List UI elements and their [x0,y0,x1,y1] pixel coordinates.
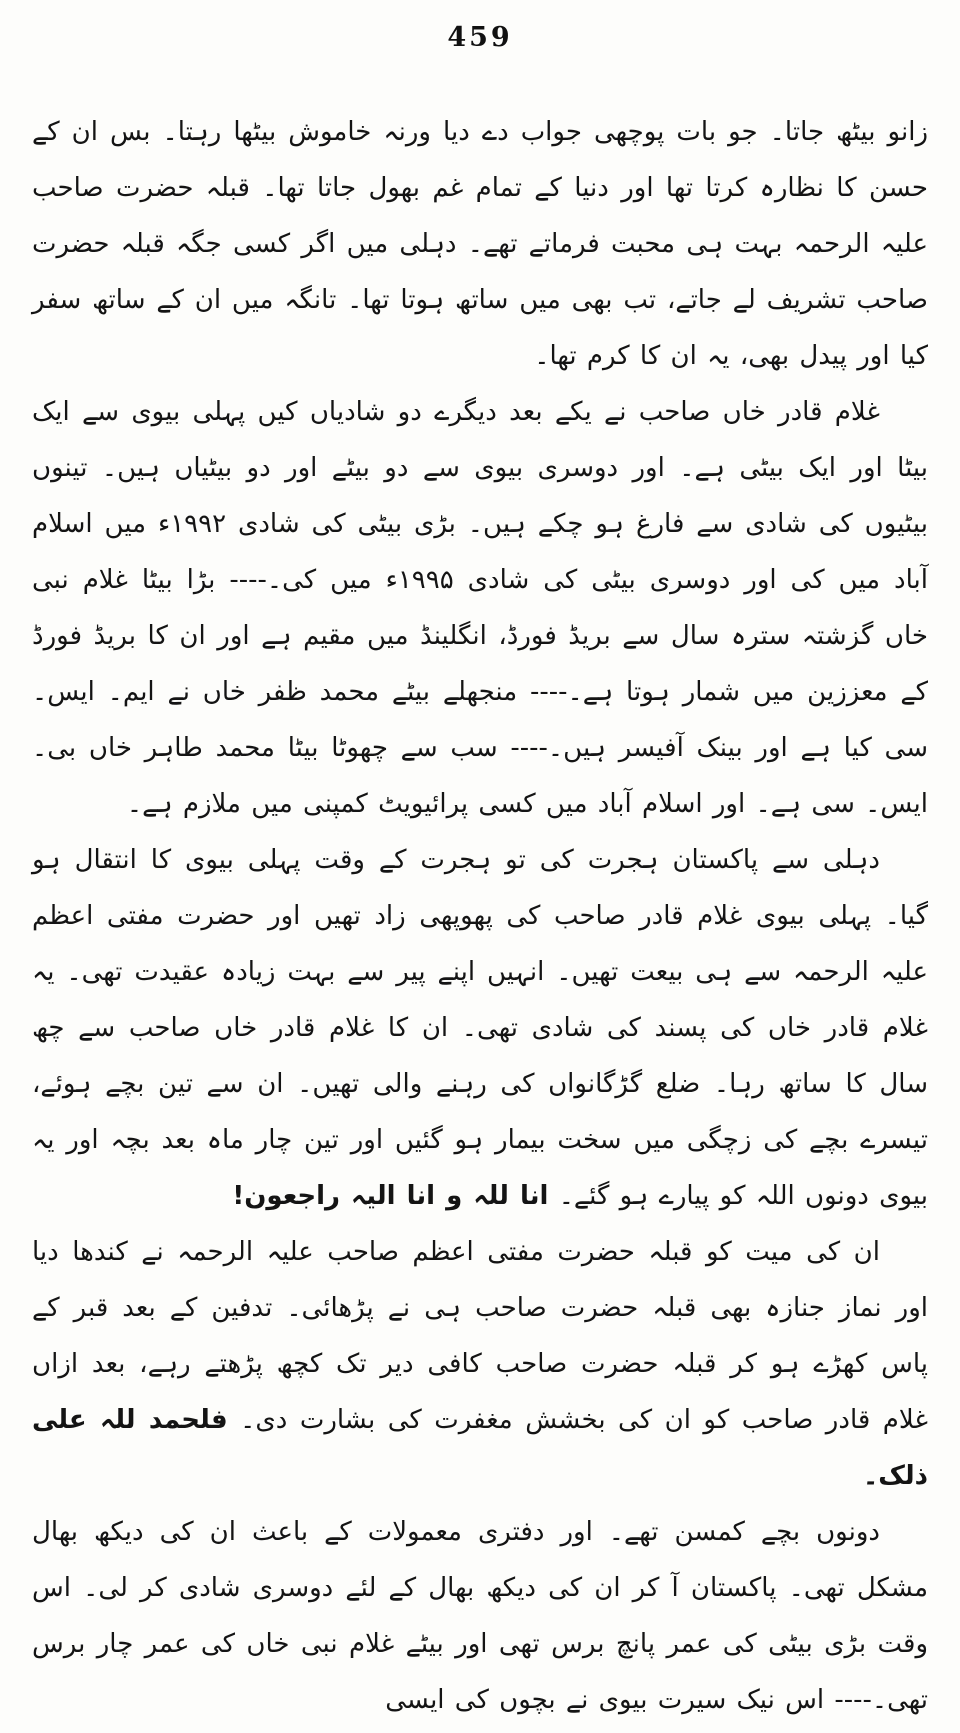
paragraph [32,1504,928,1728]
text-segment: غلام قادر خاں صاحب نے یکے بعد دیگرے دو شادیاں کیں پہلی بیوی سے ایک بیٹا اور ایک بیٹی ہے۔ اور دوسری بیوی سے دو بیٹے اور دو بیٹیاں ہیں۔ تینوں بیٹیوں کی شادی سے فارغ ہو چکے ہیں۔ بڑی بیٹی کی شادی ۱۹۹۲ء میں اسلام آباد میں کی اور دوسری بیٹی کی شادی ۱۹۹۵ء میں کی۔---- بڑا بیٹا غلام نبی خاں گزشتہ سترہ سال سے بریڈ فورڈ، انگلینڈ میں مقیم ہے اور ان کا بریڈ فورڈ کے معززین میں شمار ہوتا ہے۔---- منجھلے بیٹے محمد ظفر خاں نے ایم۔ ایس۔ سی کیا ہے اور بینک آفیسر ہیں۔---- سب سے چھوٹا بیٹا محمد طاہر خاں بی۔ ایس۔ سی ہے۔ اور اسلام آباد میں کسی پرائیویٹ کمپنی میں ملازم ہے۔ [32,397,928,819]
text-segment: زانو بیٹھ جاتا۔ جو بات پوچھی جواب دے دیا ورنہ خاموش بیٹھا رہتا۔ بس ان کے حسن کا نظارہ کرتا تھا اور دنیا کے تمام غم بھول جاتا تھا۔ قبلہ حضرت صاحب علیہ الرحمہ بہت ہی محبت فرماتے تھے۔ دہلی میں اگر کسی جگہ قبلہ حضرت صاحب تشریف لے جاتے، تب بھی میں ساتھ ہوتا تھا۔ تانگہ میں ان کے ساتھ سفر کیا اور پیدل بھی، یہ ان کا کرم تھا۔ [32,117,928,371]
text-segment: ان کی میت کو قبلہ حضرت مفتی اعظم صاحب علیہ الرحمہ نے کندھا دیا اور نماز جنازہ بھی قبلہ حضرت صاحب ہی نے پڑھائی۔ تدفین کے بعد قبر کے پاس کھڑے ہو کر قبلہ حضرت صاحب کافی دیر تک کچھ پڑھتے رہے، بعد ازاں غلام قادر صاحب کو ان کی بخشش مغفرت کی بشارت دی۔ [32,1237,928,1435]
paragraph [32,1224,928,1504]
page-text [32,104,928,1728]
paragraph [32,832,928,1224]
page-number: 459 [447,22,513,53]
bold-phrase: فلحمد للہ علی ذلک۔ [32,1405,928,1491]
paragraph [32,104,928,384]
text-segment: دونوں بچے کمسن تھے۔ اور دفتری معمولات کے باعث ان کی دیکھ بھال مشکل تھی۔ پاکستان آ کر ان کی دیکھ بھال کے لئے دوسری شادی کر لی۔ اس وقت بڑی بیٹی کی عمر پانچ برس تھی اور بیٹے غلام نبی خاں کی عمر چار برس تھی۔---- اس نیک سیرت بیوی نے بچوں کی ایسی [32,1517,928,1715]
paragraph [32,384,928,832]
text-segment: دہلی سے پاکستان ہجرت کی تو ہجرت کے وقت پہلی بیوی کا انتقال ہو گیا۔ پہلی بیوی غلام قادر صاحب کی پھوپھی زاد تھیں اور حضرت مفتی اعظم علیہ الرحمہ سے ہی بیعت تھیں۔ انہیں اپنے پیر سے بہت زیادہ عقیدت تھی۔ یہ غلام قادر خاں کی پسند کی شادی تھی۔ ان کا غلام قادر خاں صاحب سے چھ سال کا ساتھ رہا۔ ضلع گڑگانواں کی رہنے والی تھیں۔ ان سے تین بچے ہوئے، تیسرے بچے کی زچگی میں سخت بیمار ہو گئیں اور تین چار ماہ بعد بچہ اور یہ بیوی دونوں اللہ کو پیارے ہو گئے۔ [32,845,928,1211]
bold-phrase: انا للہ و انا الیہ راجعون! [232,1181,549,1211]
